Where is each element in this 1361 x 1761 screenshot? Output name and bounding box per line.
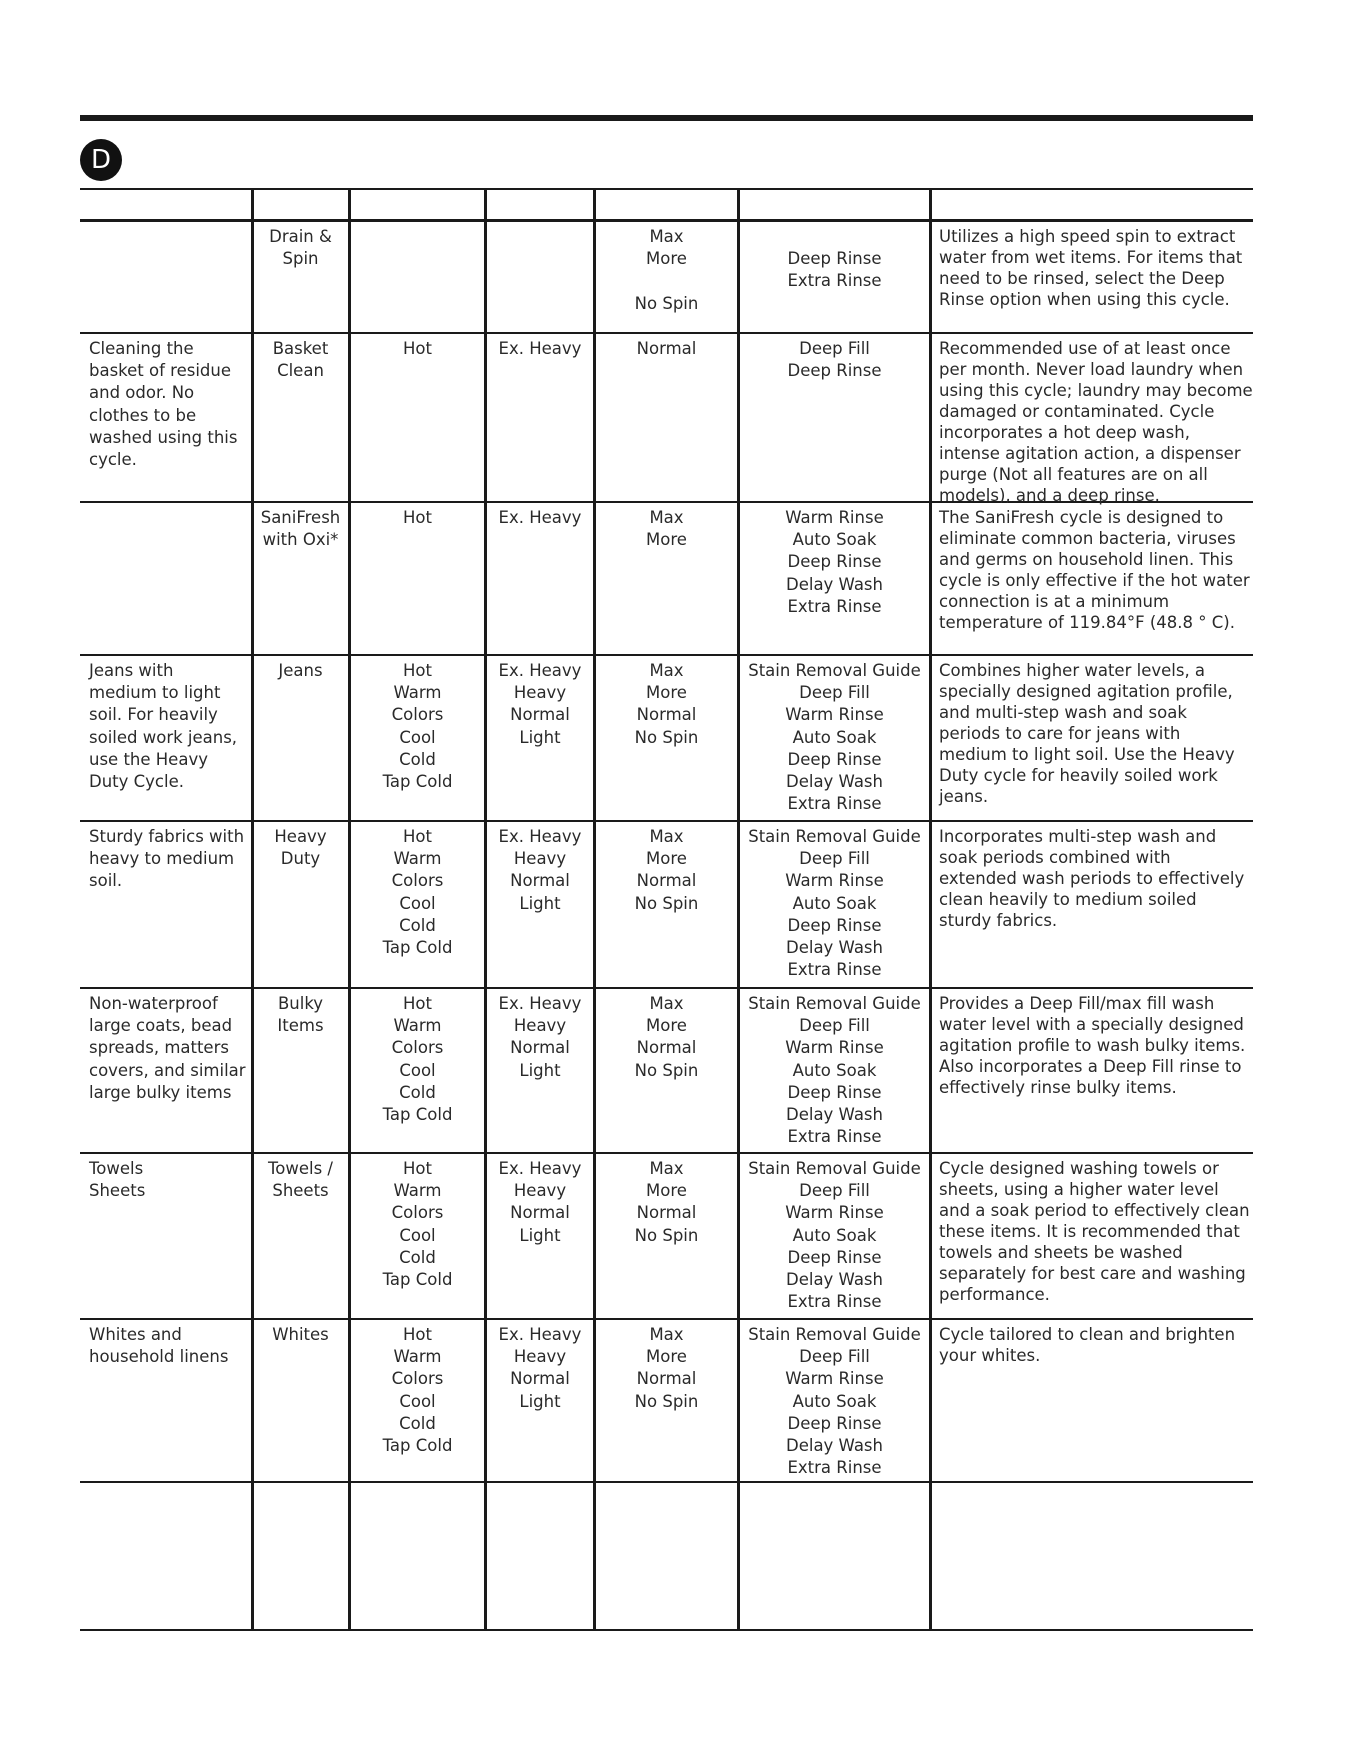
- cell-line: Delay Wash: [786, 938, 883, 958]
- cell-line: soil. For heavily: [89, 705, 218, 725]
- cell-line: Towels: [89, 1159, 144, 1178]
- description-cell: [80, 989, 251, 1104]
- cell-line: Extra Rinse: [787, 794, 882, 814]
- cell-line: Heavy: [274, 827, 327, 846]
- cell-line: Extra Rinse: [787, 1458, 882, 1478]
- cell-line: Auto Soak: [792, 1060, 877, 1080]
- cell-line: Colors: [391, 705, 444, 725]
- cell-line: Auto Soak: [792, 1225, 877, 1245]
- soil-level-cell: [487, 989, 593, 1082]
- options-cell: [740, 334, 929, 382]
- cell-line: Warm: [393, 1347, 442, 1367]
- cell-line: Ex. Heavy: [498, 661, 582, 680]
- cell-line: Normal: [636, 871, 697, 891]
- cell-line: Warm Rinse: [785, 871, 884, 891]
- cell-line: Spin: [282, 249, 319, 269]
- cell-line: Warm Rinse: [785, 705, 884, 725]
- cell-line: Cool: [399, 1060, 436, 1080]
- cell-text: Combines higher water levels, a specially designed agitation profile, and multi-step wash and soak periods to care for jeans with medium to light soil. Use the Heavy Duty cycle for heavily soiled work jeans.: [939, 661, 1235, 806]
- cell-line: Hot: [403, 1159, 432, 1178]
- cell-line: Deep Fill: [799, 1181, 870, 1201]
- cell-line: household linens: [89, 1347, 229, 1367]
- cell-line: Normal: [636, 1203, 697, 1223]
- cell-line: Clean: [277, 361, 324, 381]
- cell-line: Whites: [272, 1325, 329, 1344]
- top-rule: [80, 115, 1253, 121]
- cell-line: Auto Soak: [792, 893, 877, 913]
- cell-text: Cycle tailored to clean and brighten your whites.: [939, 1325, 1236, 1365]
- cell-line: Deep Fill: [799, 1347, 870, 1367]
- cycle-cell: [253, 222, 348, 270]
- cell-line: Warm: [393, 1016, 442, 1036]
- header-top-rule: [80, 188, 1253, 190]
- cell-line: Warm Rinse: [785, 1369, 884, 1389]
- cell-text: Incorporates multi-step wash and soak periods combined with extended wash periods to effectively clean heavily to medium soiled sturdy fabrics.: [939, 827, 1245, 930]
- cell-line: Tap Cold: [382, 1270, 453, 1290]
- cell-line: SaniFresh: [260, 508, 341, 527]
- cell-line: large bulky items: [89, 1082, 232, 1102]
- cell-line: Colors: [391, 871, 444, 891]
- cell-line: Ex. Heavy: [498, 339, 582, 358]
- wash-temp-cell: [351, 656, 484, 793]
- description-cell: [80, 222, 251, 226]
- cell-line: Drain &: [269, 227, 332, 246]
- details-cell: [932, 503, 1253, 633]
- spin-speed-cell: [596, 822, 737, 915]
- description-cell: [80, 822, 251, 893]
- cell-line: Extra Rinse: [787, 596, 882, 616]
- wash-temp-cell: [351, 989, 484, 1126]
- spin-speed-cell: [596, 1320, 737, 1413]
- cell-line: Hot: [403, 827, 432, 846]
- cell-line: Auto Soak: [792, 530, 877, 550]
- cycle-cell: [253, 1320, 348, 1346]
- cycle-cell: [253, 1154, 348, 1202]
- cell-line: Deep Rinse: [787, 361, 882, 381]
- cell-line: Deep Rinse: [787, 915, 882, 935]
- cell-line: Delay Wash: [786, 1436, 883, 1456]
- cell-line: [596, 270, 737, 292]
- cell-line: Light: [519, 1391, 561, 1411]
- cell-line: Auto Soak: [792, 1391, 877, 1411]
- cell-line: Stain Removal Guide: [748, 1325, 921, 1344]
- cycle-cell: [253, 822, 348, 870]
- cell-line: Delay Wash: [786, 574, 883, 594]
- cell-line: Ex. Heavy: [498, 1159, 582, 1178]
- cell-line: Max: [649, 994, 684, 1013]
- cell-line: Towels /: [267, 1159, 333, 1178]
- cell-line: Deep Rinse: [787, 749, 882, 769]
- cell-line: Normal: [636, 1038, 697, 1058]
- cell-line: Warm: [393, 683, 442, 703]
- cell-line: Cleaning the: [89, 339, 194, 358]
- cycle-cell: [253, 503, 348, 551]
- cell-line: Delay Wash: [786, 1105, 883, 1125]
- cell-line: More: [646, 849, 687, 869]
- cell-line: washed using this: [89, 427, 238, 447]
- options-cell: [740, 222, 929, 293]
- cell-line: Tap Cold: [382, 938, 453, 958]
- cell-line: Normal: [636, 339, 697, 358]
- description-cell: [80, 656, 251, 793]
- cell-line: Extra Rinse: [787, 271, 882, 291]
- cell-line: Colors: [391, 1038, 444, 1058]
- cell-line: Normal: [510, 1038, 570, 1058]
- cell-line: Normal: [510, 871, 570, 891]
- cell-line: Deep Fill: [799, 683, 870, 703]
- description-cell: [80, 503, 251, 507]
- cell-line: Normal: [636, 1369, 697, 1389]
- soil-level-cell: [487, 334, 593, 360]
- cell-line: Hot: [403, 508, 432, 527]
- wash-temp-cell: [351, 503, 484, 529]
- cell-line: Ex. Heavy: [498, 827, 582, 846]
- details-cell: [932, 1483, 1253, 1487]
- cell-line: clothes to be: [89, 405, 197, 425]
- cell-line: Colors: [391, 1203, 444, 1223]
- cell-line: Cold: [399, 1247, 436, 1267]
- wash-temp-cell: [351, 822, 484, 959]
- cycle-cell: [253, 334, 348, 382]
- cell-line: and odor. No: [89, 383, 195, 403]
- spin-speed-cell: [596, 503, 737, 551]
- cell-line: Normal: [510, 1203, 570, 1223]
- table-bottom-rule: [80, 1629, 1253, 1631]
- cell-line: No Spin: [634, 1225, 699, 1245]
- soil-level-cell: [487, 1154, 593, 1247]
- spin-speed-cell: [596, 334, 737, 360]
- spin-speed-cell: [596, 1154, 737, 1247]
- cell-line: Tap Cold: [382, 1436, 453, 1456]
- cell-line: More: [646, 1347, 687, 1367]
- cell-line: Heavy: [513, 1016, 567, 1036]
- cell-line: Extra Rinse: [787, 1292, 882, 1312]
- cell-text: Recommended use of at least once per month. Never load laundry when using this cycle; laundry may become damaged or contaminated. Cycle incorporates a hot deep wash, intense agitation action, a dispenser purge (Not all features are on all models), and a deep rinse.: [939, 339, 1253, 505]
- cell-line: Hot: [403, 661, 432, 680]
- soil-level-cell: [487, 503, 593, 529]
- cell-line: Hot: [403, 1325, 432, 1344]
- cell-line: Heavy: [513, 683, 567, 703]
- cell-line: Stain Removal Guide: [748, 827, 921, 846]
- spin-speed-cell: [596, 1483, 737, 1487]
- soil-level-cell: [487, 656, 593, 749]
- cell-line: Duty: [280, 849, 321, 869]
- cycle-cell: [253, 656, 348, 682]
- cell-text: Cycle designed washing towels or sheets, using a higher water level and a soak period to effectively clean these items. It is recommended that towels and sheets be washed separately for best care and washing performance.: [939, 1159, 1250, 1304]
- cell-line: Sheets: [89, 1181, 146, 1201]
- cell-line: Non-waterproof: [89, 994, 218, 1013]
- soil-level-cell: [487, 222, 593, 226]
- cell-line: More: [646, 1016, 687, 1036]
- description-cell: [80, 334, 251, 471]
- wash-temp-cell: [351, 1320, 484, 1457]
- details-cell: [932, 989, 1253, 1098]
- cell-line: Colors: [391, 1369, 444, 1389]
- cell-line: Deep Fill: [799, 339, 870, 358]
- cell-line: Stain Removal Guide: [748, 1159, 921, 1178]
- cell-line: Cold: [399, 749, 436, 769]
- cell-line: Max: [649, 1325, 684, 1344]
- cell-line: Jeans with: [89, 661, 174, 680]
- cell-line: Normal: [636, 705, 697, 725]
- cell-line: Max: [649, 227, 684, 246]
- wash-temp-cell: [351, 1483, 484, 1487]
- cell-line: Cool: [399, 1225, 436, 1245]
- cycle-cell: [253, 1483, 348, 1487]
- cell-line: Ex. Heavy: [498, 1325, 582, 1344]
- cell-text: Utilizes a high speed spin to extract water from wet items. For items that need to be rinsed, select the Deep Rinse option when using this cycle.: [939, 227, 1243, 309]
- options-cell: [740, 1320, 929, 1479]
- cell-line: covers, and similar: [89, 1060, 246, 1080]
- cell-line: cycle.: [89, 450, 137, 470]
- cell-line: No Spin: [634, 1391, 699, 1411]
- cell-line: No Spin: [634, 293, 699, 313]
- cell-line: Stain Removal Guide: [748, 661, 921, 680]
- options-cell: [740, 656, 929, 815]
- cell-line: Light: [519, 1060, 561, 1080]
- spin-speed-cell: [596, 989, 737, 1082]
- spin-speed-cell: [596, 222, 737, 315]
- cell-line: No Spin: [634, 727, 699, 747]
- wash-temp-cell: [351, 222, 484, 226]
- column-divider: [251, 188, 254, 1631]
- cell-line: Auto Soak: [792, 727, 877, 747]
- spin-speed-cell: [596, 656, 737, 749]
- details-cell: [932, 656, 1253, 807]
- cell-line: Bulky: [277, 994, 324, 1013]
- cell-line: medium to light: [89, 683, 221, 703]
- section-badge: D: [80, 139, 122, 181]
- cell-line: basket of residue: [89, 361, 231, 381]
- details-cell: [932, 1154, 1253, 1305]
- details-cell: [932, 1320, 1253, 1366]
- cell-line: More: [646, 1181, 687, 1201]
- description-cell: [80, 1320, 251, 1368]
- wash-temp-cell: [351, 334, 484, 360]
- cell-line: Deep Fill: [799, 1016, 870, 1036]
- cell-line: large coats, bead: [89, 1016, 233, 1036]
- cell-line: Warm: [393, 1181, 442, 1201]
- cell-line: Max: [649, 508, 684, 527]
- cell-line: Light: [519, 893, 561, 913]
- cell-line: No Spin: [634, 893, 699, 913]
- cell-line: Heavy: [513, 1181, 567, 1201]
- cell-line: Extra Rinse: [787, 1127, 882, 1147]
- cell-line: Deep Rinse: [787, 1082, 882, 1102]
- cell-line: Cold: [399, 915, 436, 935]
- description-cell: [80, 1483, 251, 1487]
- cell-line: Cold: [399, 1082, 436, 1102]
- cell-line: Warm Rinse: [785, 508, 884, 527]
- details-cell: [932, 334, 1253, 506]
- options-cell: [740, 1483, 929, 1487]
- options-cell: [740, 822, 929, 981]
- cell-line: Max: [649, 1159, 684, 1178]
- cell-line: More: [646, 683, 687, 703]
- cell-text: The SaniFresh cycle is designed to eliminate common bacteria, viruses and germs on household linen. This cycle is only effective if the hot water connection is at a minimum temperature of 119.84°F (48.8 ° C).: [939, 508, 1250, 632]
- soil-level-cell: [487, 822, 593, 915]
- details-cell: [932, 222, 1253, 310]
- cell-line: Whites and: [89, 1325, 182, 1344]
- cell-line: Max: [649, 661, 684, 680]
- cell-line: Jeans: [278, 661, 323, 680]
- cell-line: Normal: [510, 705, 570, 725]
- cell-line: Hot: [403, 339, 432, 358]
- cell-line: Delay Wash: [786, 772, 883, 792]
- cell-line: soil.: [89, 871, 123, 891]
- cell-line: with Oxi*: [262, 530, 339, 550]
- cell-line: Hot: [403, 994, 432, 1013]
- cell-line: Light: [519, 1225, 561, 1245]
- cell-line: Warm Rinse: [785, 1203, 884, 1223]
- cell-line: Heavy: [513, 1347, 567, 1367]
- cell-line: Sturdy fabrics with: [89, 827, 245, 846]
- cell-line: Cool: [399, 893, 436, 913]
- cell-line: spreads, matters: [89, 1038, 229, 1058]
- cell-text: Provides a Deep Fill/max fill wash water level with a specially designed agitation profile to wash bulky items. Also incorporates a Deep Fill rinse to effectively rinse bulky items.: [939, 994, 1246, 1097]
- cell-line: Ex. Heavy: [498, 508, 582, 527]
- cell-line: Deep Fill: [799, 849, 870, 869]
- cell-line: use the Heavy: [89, 749, 208, 769]
- cell-line: Cool: [399, 1391, 436, 1411]
- cell-line: Delay Wash: [786, 1270, 883, 1290]
- cell-line: Stain Removal Guide: [748, 994, 921, 1013]
- cell-line: Basket: [272, 339, 329, 358]
- wash-temp-cell: [351, 1154, 484, 1291]
- cell-line: No Spin: [634, 1060, 699, 1080]
- cell-line: Max: [649, 827, 684, 846]
- cell-line: Deep Rinse: [787, 1413, 882, 1433]
- cell-line: More: [646, 249, 687, 269]
- options-cell: [740, 989, 929, 1148]
- description-cell: [80, 1154, 251, 1202]
- soil-level-cell: [487, 1320, 593, 1413]
- cell-line: More: [646, 530, 687, 550]
- cell-line: [740, 226, 929, 248]
- cell-line: Extra Rinse: [787, 960, 882, 980]
- cell-line: Heavy: [513, 849, 567, 869]
- cell-line: heavy to medium: [89, 849, 235, 869]
- cycle-cell: [253, 989, 348, 1037]
- cell-line: Tap Cold: [382, 1105, 453, 1125]
- cell-line: Deep Rinse: [787, 552, 882, 572]
- cell-line: Warm: [393, 849, 442, 869]
- cell-line: soiled work jeans,: [89, 727, 238, 747]
- cell-line: Normal: [510, 1369, 570, 1389]
- details-cell: [932, 822, 1253, 931]
- cell-line: Light: [519, 727, 561, 747]
- cell-line: Deep Rinse: [787, 249, 882, 269]
- cell-line: Items: [277, 1016, 324, 1036]
- cell-line: Deep Rinse: [787, 1247, 882, 1267]
- cell-line: Sheets: [272, 1181, 329, 1201]
- cell-line: Ex. Heavy: [498, 994, 582, 1013]
- soil-level-cell: [487, 1483, 593, 1487]
- cell-line: Cool: [399, 727, 436, 747]
- cell-line: Cold: [399, 1413, 436, 1433]
- cell-line: Tap Cold: [382, 772, 453, 792]
- options-cell: [740, 1154, 929, 1313]
- options-cell: [740, 503, 929, 618]
- cell-line: Duty Cycle.: [89, 772, 184, 792]
- cell-line: Warm Rinse: [785, 1038, 884, 1058]
